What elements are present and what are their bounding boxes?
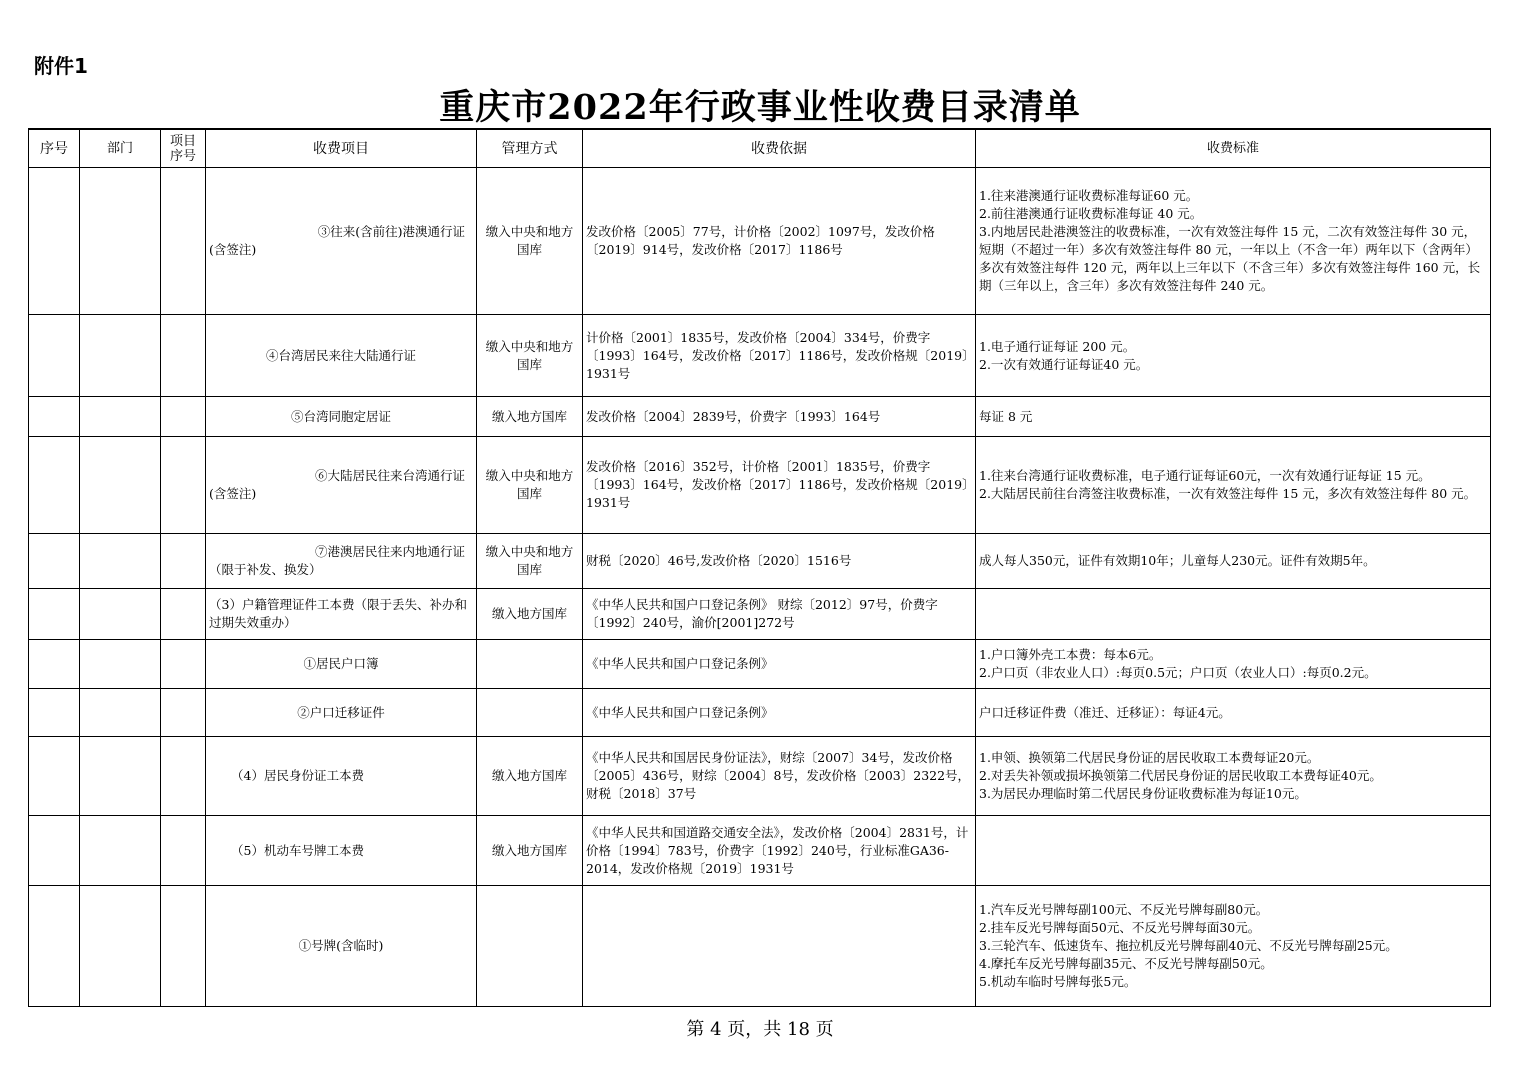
item-name: （3）户籍管理证件工本费（限于丢失、补办和过期失效重办）	[209, 597, 467, 630]
cell-item	[206, 640, 477, 689]
standard-line: 2.一次有效通行证每证40 元。	[979, 356, 1149, 372]
cell-item-seq	[161, 315, 206, 397]
cell-mgmt: 缴入中央和地方国库	[477, 534, 583, 589]
cell-item	[206, 886, 477, 1007]
cell-dept	[80, 886, 161, 1007]
cell-seq	[29, 437, 80, 534]
standard-line: 1.汽车反光号牌每副100元、不反光号牌每副80元。	[979, 902, 1269, 917]
standard-line: 2.大陆居民前往台湾签注收费标准，一次有效签注每件 15 元，多次有效签注每件 80 元。	[979, 486, 1477, 501]
cell-standard	[976, 397, 1491, 437]
cell-standard	[976, 737, 1491, 816]
header-standard: 收费标准	[976, 129, 1491, 168]
header-basis: 收费依据	[583, 129, 976, 168]
cell-seq	[29, 534, 80, 589]
fee-table	[28, 128, 1491, 1007]
cell-mgmt: 缴入中央和地方国库	[477, 437, 583, 534]
cell-dept	[80, 640, 161, 689]
cell-basis: 发改价格〔2005〕77号，计价格〔2002〕1097号，发改价格〔2019〕914号，发改价格〔2017〕1186号	[583, 168, 976, 315]
table-row	[29, 737, 1491, 816]
standard-line: 2.户口页（非农业人口）:每页0.5元；户口页（农业人口）:每页0.2元。	[979, 665, 1377, 680]
cell-item-seq	[161, 397, 206, 437]
cell-dept	[80, 315, 161, 397]
table-body	[29, 168, 1491, 1007]
cell-item	[206, 168, 477, 315]
cell-standard	[976, 689, 1491, 737]
cell-dept	[80, 168, 161, 315]
cell-standard	[976, 886, 1491, 1007]
table-row	[29, 397, 1491, 437]
cell-item-seq	[161, 737, 206, 816]
header-seq: 序号	[29, 129, 80, 168]
item-name: ②户口迁移证件	[297, 704, 385, 720]
cell-item-seq	[161, 886, 206, 1007]
item-name-cont: （限于补发、换发）	[209, 562, 322, 577]
standard-line: 1.往来台湾通行证收费标准，电子通行证每证60元，一次有效通行证每证 15 元。	[979, 468, 1431, 483]
cell-item	[206, 534, 477, 589]
cell-standard	[976, 534, 1491, 589]
cell-seq	[29, 168, 80, 315]
item-name: ⑥大陆居民往来台湾通行证	[314, 468, 465, 483]
header-item-seq	[161, 129, 206, 168]
cell-standard	[976, 816, 1491, 886]
table-row	[29, 816, 1491, 886]
item-name: （5）机动车号牌工本费	[231, 842, 364, 858]
cell-seq	[29, 589, 80, 640]
standard-line: 4.摩托车反光号牌每副35元、不反光号牌每副50元。	[979, 956, 1273, 971]
standard-line: 3.为居民办理临时第二代居民身份证收费标准为每证10元。	[979, 786, 1307, 801]
cell-standard	[976, 315, 1491, 397]
cell-mgmt: 缴入地方国库	[477, 816, 583, 886]
item-name: ④台湾居民来往大陆通行证	[265, 347, 416, 363]
cell-item	[206, 315, 477, 397]
table-row	[29, 168, 1491, 315]
standard-line: 3.三轮汽车、低速货车、拖拉机反光号牌每副40元、不反光号牌每副25元。	[979, 938, 1398, 953]
standard-line: 5.机动车临时号牌每张5元。	[979, 974, 1137, 989]
standard-line: 1.电子通行证每证 200 元。	[979, 338, 1136, 354]
cell-basis: 《中华人民共和国道路交通安全法》，发改价格〔2004〕2831号，计价格〔1994〕783号，价费字〔1992〕240号，行业标准GA36-2014，发改价格规〔2019〕1931号	[583, 816, 976, 886]
standard-line: 每证 8 元	[979, 408, 1033, 424]
cell-dept	[80, 737, 161, 816]
page-footer: 第 4 页，共 18 页	[686, 1019, 834, 1040]
item-name: ③往来(含前往)港澳通行证	[317, 224, 465, 239]
cell-item-seq	[161, 689, 206, 737]
cell-item	[206, 689, 477, 737]
cell-item-seq	[161, 437, 206, 534]
standard-line: 1.往来港澳通行证收费标准每证60 元。	[979, 188, 1199, 203]
cell-mgmt: 缴入中央和地方国库	[477, 315, 583, 397]
cell-mgmt: 缴入中央和地方国库	[477, 168, 583, 315]
standard-line: 2.挂车反光号牌每面50元、不反光号牌每面30元。	[979, 920, 1261, 935]
item-name: ①居民户口簿	[303, 656, 379, 671]
cell-basis	[583, 886, 976, 1007]
item-name: ①号牌(含临时)	[298, 938, 384, 953]
header-item-seq-line1: 项目	[169, 133, 196, 149]
cell-mgmt	[477, 689, 583, 737]
standard-line: 2.对丢失补领或损坏换领第二代居民身份证的居民收取工本费每证40元。	[979, 768, 1382, 783]
cell-item	[206, 737, 477, 816]
header-dept: 部门	[80, 129, 161, 168]
cell-basis: 《中华人民共和国户口登记条例》	[583, 689, 976, 737]
header-mgmt: 管理方式	[477, 129, 583, 168]
item-name: （4）居民身份证工本费	[231, 768, 364, 783]
page-title: 重庆市2022年行政事业性收费目录清单	[439, 87, 1081, 128]
cell-seq	[29, 315, 80, 397]
cell-mgmt: 缴入地方国库	[477, 737, 583, 816]
cell-item	[206, 816, 477, 886]
table-row	[29, 640, 1491, 689]
cell-dept	[80, 689, 161, 737]
standard-line: 2.前往港澳通行证收费标准每证 40 元。	[979, 206, 1203, 221]
cell-standard	[976, 437, 1491, 534]
cell-basis: 《中华人民共和国居民身份证法》，财综〔2007〕34号，发改价格〔2005〕436号，财综〔2004〕8号，发改价格〔2003〕2322号，财税〔2018〕37号	[583, 737, 976, 816]
item-name-cont: (含签注)	[209, 486, 257, 501]
attachment-label: 附件1	[34, 54, 88, 78]
cell-dept	[80, 816, 161, 886]
cell-item-seq	[161, 816, 206, 886]
cell-seq	[29, 640, 80, 689]
cell-item	[206, 437, 477, 534]
cell-standard	[976, 640, 1491, 689]
standard-line: 1.户口簿外壳工本费：每本6元。	[979, 647, 1162, 662]
cell-seq	[29, 886, 80, 1007]
cell-mgmt	[477, 886, 583, 1007]
item-name: ⑦港澳居民往来内地通行证	[314, 544, 465, 559]
cell-basis: 财税〔2020〕46号,发改价格〔2020〕1516号	[583, 534, 976, 589]
table-row	[29, 315, 1491, 397]
table-header-row	[29, 129, 1491, 168]
cell-item-seq	[161, 640, 206, 689]
table-row	[29, 886, 1491, 1007]
cell-item-seq	[161, 589, 206, 640]
standard-line: 成人每人350元，证件有效期10年；儿童每人230元。证件有效期5年。	[979, 553, 1376, 568]
cell-seq	[29, 689, 80, 737]
cell-mgmt	[477, 640, 583, 689]
cell-dept	[80, 397, 161, 437]
header-item-seq-line2: 序号	[169, 148, 196, 164]
table-row	[29, 589, 1491, 640]
cell-mgmt: 缴入地方国库	[477, 397, 583, 437]
standard-line: 3.内地居民赴港澳签注的收费标准，一次有效签注每件 15 元，二次有效签注每件 30 元，短期（不超过一年）多次有效签注每件 80 元，一年以上（不含一年）两年以下（含两年）多次有效签注每件 120 元，两年以上三年以下（不含三年）多次有效签注每件 160 元，长期（三年以上，含三年）多次有效签注每件 240 元。	[979, 224, 1481, 293]
cell-item-seq	[161, 534, 206, 589]
cell-dept	[80, 437, 161, 534]
header-item: 收费项目	[206, 129, 477, 168]
cell-seq	[29, 816, 80, 886]
item-name: ⑤台湾同胞定居证	[290, 408, 391, 424]
cell-standard	[976, 589, 1491, 640]
table-row	[29, 437, 1491, 534]
cell-basis: 《中华人民共和国户口登记条例》 财综〔2012〕97号，价费字〔1992〕240号，渝价[2001]272号	[583, 589, 976, 640]
cell-item	[206, 589, 477, 640]
cell-basis: 发改价格〔2004〕2839号，价费字〔1993〕164号	[583, 397, 976, 437]
cell-seq	[29, 737, 80, 816]
cell-basis: 发改价格〔2016〕352号，计价格〔2001〕1835号，价费字〔1993〕164号，发改价格〔2017〕1186号，发改价格规〔2019〕1931号	[583, 437, 976, 534]
standard-line: 1.申领、换领第二代居民身份证的居民收取工本费每证20元。	[979, 750, 1320, 765]
item-name-cont: (含签注)	[209, 242, 257, 257]
cell-mgmt: 缴入地方国库	[477, 589, 583, 640]
cell-dept	[80, 534, 161, 589]
cell-standard	[976, 168, 1491, 315]
cell-dept	[80, 589, 161, 640]
cell-item-seq	[161, 168, 206, 315]
table-row	[29, 689, 1491, 737]
cell-basis: 《中华人民共和国户口登记条例》	[583, 640, 976, 689]
cell-basis: 计价格〔2001〕1835号，发改价格〔2004〕334号，价费字〔1993〕164号，发改价格〔2017〕1186号，发改价格规〔2019〕1931号	[583, 315, 976, 397]
standard-line: 户口迁移证件费（准迁、迁移证）：每证4元。	[979, 704, 1231, 720]
cell-item	[206, 397, 477, 437]
table-row	[29, 534, 1491, 589]
cell-seq	[29, 397, 80, 437]
